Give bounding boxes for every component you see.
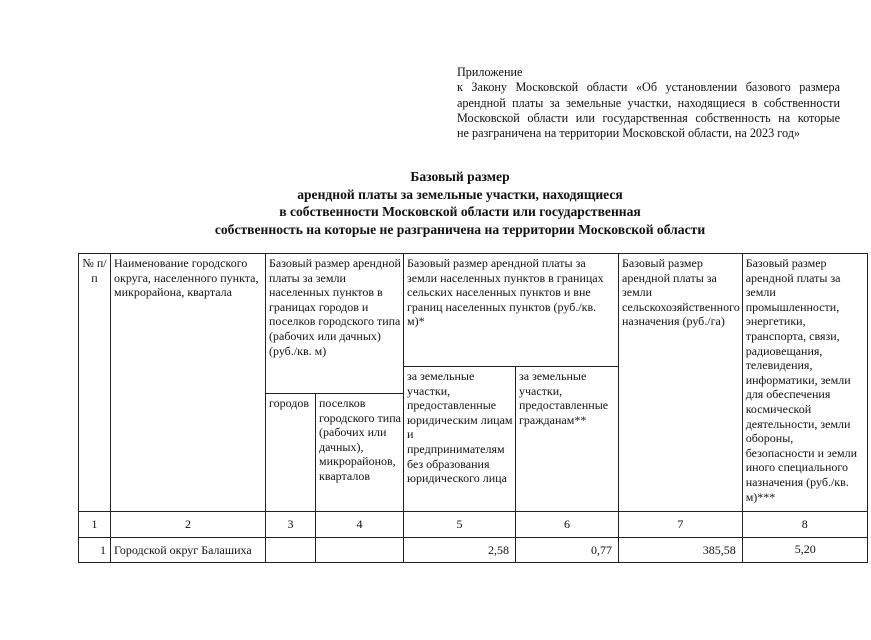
header-rural-rate-text: Базовый размер арендной платы за земли населенных пунктов в границах сельских населенных пунктов и вне границ населенных пунктов (руб./кв. м)* (407, 256, 604, 329)
title-line: арендной платы за земельные участки, находящиеся (297, 186, 623, 202)
header-number (79, 254, 111, 512)
column-number: 5 (404, 512, 516, 538)
column-number-row (79, 512, 868, 538)
header-rural-rate (404, 254, 619, 367)
header-industry-rate-text: Базовый размер арендной платы за земли промышленности, энергетики, транспорта, связи, радиовещания, телевидения, информатики, земли для обеспечения космической деятельности, земли обороны, безопасности и земли иного специального назначения (руб./кв. м)*** (745, 256, 858, 504)
column-number: 2 (111, 512, 266, 538)
table-row (79, 538, 868, 563)
title-line: собственность на которые не разграничена на территории Московской области (214, 221, 706, 237)
header-name-text: Наименование городского округа, населенного пункта, микрорайона, квартала (114, 256, 259, 300)
rent-rates-table (78, 253, 868, 563)
header-settlements-text: поселков городского типа (рабочих или дачных), микрорайонов, кварталов (319, 396, 401, 483)
document-title (150, 168, 770, 238)
header-cities-text: городов (269, 396, 310, 410)
row-agri-value: 385,58 (619, 538, 743, 563)
header-legal-entities (404, 367, 516, 512)
header-citizens-text: за земельные участки, предоставленные гражданам** (519, 369, 609, 427)
annex-line: не разграничена на территории Московской области, на 2023 год» (457, 126, 800, 141)
annex-line: арендной платы за земельные участки, находящиеся в собственности (457, 95, 840, 110)
row-citizens-value: 0,77 (516, 538, 619, 563)
header-agri-rate (619, 254, 743, 512)
row-industry-value: 5,20 (742, 538, 867, 563)
column-number: 3 (266, 512, 316, 538)
row-legal-value: 2,58 (404, 538, 516, 563)
header-row (79, 254, 868, 367)
annex-line: Приложение (457, 65, 523, 79)
row-cities-value (266, 538, 316, 563)
header-number-text: № п/п (82, 256, 107, 285)
column-number: 7 (619, 512, 743, 538)
row-number: 1 (79, 538, 111, 563)
title-line: в собственности Московской области или государственная (279, 204, 641, 219)
row-settlements-value (316, 538, 404, 563)
column-number: 1 (79, 512, 111, 538)
annex-line: Московской области или государственная собственность на которые (457, 110, 840, 125)
column-number: 8 (742, 512, 867, 538)
column-number: 6 (516, 512, 619, 538)
annex-line: к Закону Московской области «Об установлении базового размера (457, 80, 840, 95)
column-number: 4 (316, 512, 404, 538)
header-urban-rate-text: Базовый размер арендной платы за земли населенных пунктов в границах городов и поселков городского типа (рабочих или дачных) (руб./кв. м) (269, 256, 401, 358)
header-urban-rate (266, 254, 404, 394)
header-settlements (316, 394, 404, 512)
header-legal-entities-text: за земельные участки, предоставленные юридическим лицам и предпринимателям без образования юридического лица (407, 369, 513, 486)
header-industry-rate (742, 254, 867, 512)
header-citizens (516, 367, 619, 512)
row-name: Городской округ Балашиха (111, 538, 266, 563)
annex-note (457, 65, 840, 141)
header-agri-rate-text: Базовый размер арендной платы за земли сельскохозяйственного назначения (руб./га) (622, 256, 740, 329)
title-line: Базовый размер (410, 169, 510, 184)
header-name (111, 254, 266, 512)
header-cities (266, 394, 316, 512)
